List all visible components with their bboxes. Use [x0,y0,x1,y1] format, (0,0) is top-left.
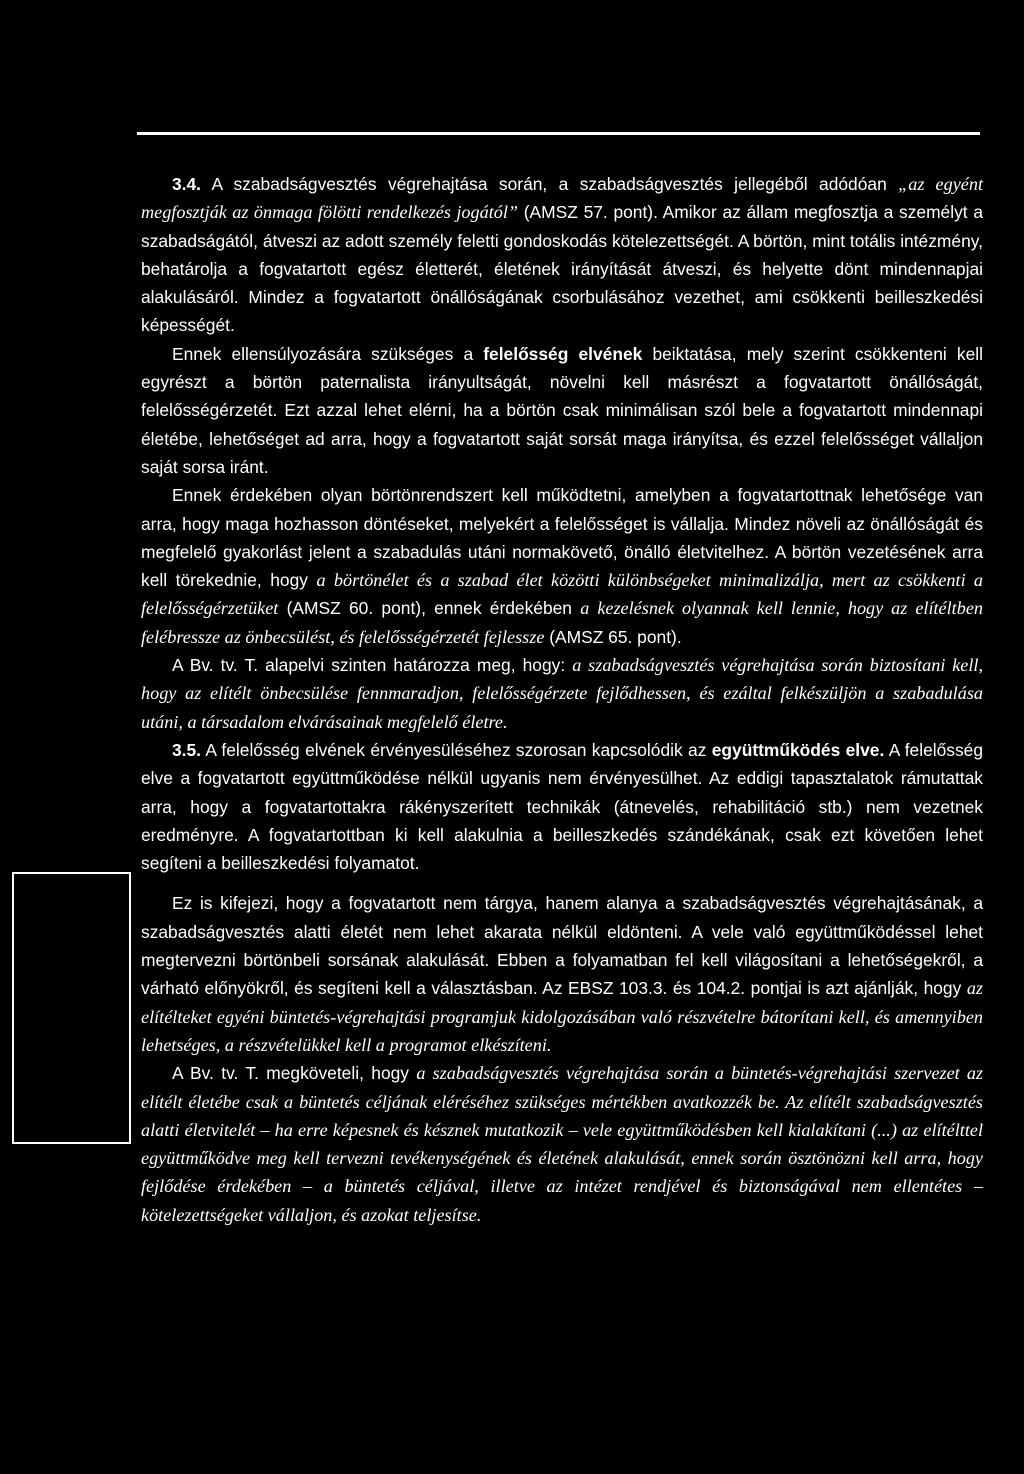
paragraph-3-4: 3.4. A szabadságvesztés végrehajtása során, a szabadságvesztés jellegéből adódóan „az egyént megfosztják az önmaga fölötti rendelkezés jogától” (AMSZ 57. pont). Amikor az állam megfosztja a személyt a szabadságától, átveszi az adott személy feletti gondoskodás kötelezettségét. A börtön, mint totális intézmény, behatárolja a fogvatartott egész életterét, életének irányítását átveszi, és helyette dönt mindennapjai alakulásáról. Mindez a fogvatartott önállóságának csorbulásához vezethet, ami csökkenti beilleszkedési képességét. [141,174,983,336]
body-text [141,170,983,1229]
paragraph-alanya: Ez is kifejezi, hogy a fogvatartott nem tárgya, hanem alanya a szabadságvesztés végrehajtásának, a szabadságvesztés alatti életét nem lehet akarata nélkül eldönteni. A vele való együttműködéssel lehet megtervezni börtönbeli sorsának alakulását. Ebben a folyamatban fel kell világosítani a lehetőségekről, a várható előnyökről, és segíteni kell a választásban. Az EBSZ 103.3. és 104.2. pontjai is azt ajánlják, hogy az elítélteket egyéni büntetés-végrehajtási programjuk kidolgozásában való részvételre bátorítani kell, és amennyiben lehetséges, a részvételükkel kell a programot elkészíteni. [141,893,983,1055]
top-rule [137,132,980,135]
paragraph-felelosseg: Ennek ellensúlyozására szükséges a felelősség elvének beiktatása, mely szerint csökkenteni kell egyrészt a börtön paternalista irányultságát, növelni kell másrészt a fogvatartott önállóságát, felelősségérzetét. Ezt azzal lehet elérni, ha a börtön csak minimálisan szól bele a fogvatartott mindennapi életébe, lehetőséget ad arra, hogy a fogvatartott saját sorsát maga irányítsa, és ezzel felelősséget vállaljon saját sorsa iránt. [141,343,983,477]
paragraph-borton-rendszer: Ennek érdekében olyan börtönrendszert kell működtetni, amelyben a fogvatartottnak lehetősége van arra, hogy maga hozhasson döntéseket, melyekért a felelősséget is vállalja. Mindez növeli az önállóságát és megfelelő gyakorlást jelent a szabadulás utáni normakövető, önálló életvitelhez. A börtön vezetésének arra kell törekednie, hogy a börtönélet és a szabad élet közötti különbségeket minimalizálja, mert az csökkenti a felelősségérzetüket (AMSZ 60. pont), ennek érdekében a kezelésnek olyannak kell lennie, hogy az elítéltben felébressze az önbecsülést, és felelősségérzetét fejlessze (AMSZ 65. pont). [141,485,983,647]
section-number: 3.4. [172,174,202,194]
section-number: 3.5. [172,739,202,760]
margin-box [12,872,131,1144]
paragraph-bv-tv-alapelv: A Bv. tv. T. alapelvi szinten határozza meg, hogy: a szabadságvesztés végrehajtása során biztosítani kell, hogy az elítélt önbecsülése fennmaradjon, felelősségérzete fejlődhessen, és ezáltal felkészüljön a szabadulása utáni, a társadalom elvárásainak megfelelő életre. [141,655,984,732]
paragraph-bv-tv-kovetelmeny: A Bv. tv. T. megköveteli, hogy a szabadságvesztés végrehajtása során a büntetés-végrehajtási szervezet az elítélt életébe csak a büntetés céljának eléréséhez szükséges mértékben avatkozzék be. Az elítélt szabadságvesztés alatti életvitelét – ha erre képesnek és késznek mutatkozik – vele együttműködésben kell kialakítani (...) az elítélttel együttműködve meg kell tervezni tevékenységének és életének alakulását, ennek során ösztönözni kell arra, hogy fejlődése érdekében – a büntetés céljával, illetve az intézet rendjével és biztonságával nem ellentétes – kötelezettségeket vállaljon, és azokat teljesítse. [141,1063,983,1225]
paragraph-3-5: 3.5. A felelősség elvének érvényesüléséhez szorosan kapcsolódik az együttműködés elve. A felelősség elve a fogvatartott együttműködése nélkül ugyanis nem érvényesülhet. Az eddigi tapasztalatok rámutattak arra, hogy a fogvatartottakra rákényszerített technikák (átnevelés, rehabilitáció stb.) nem vezetnek eredményre. A fogvatartottban ki kell alakulnia a beilleszkedés szándékának, csak ezt követően lehet segíteni a beilleszkedési folyamatot. [141,739,984,874]
